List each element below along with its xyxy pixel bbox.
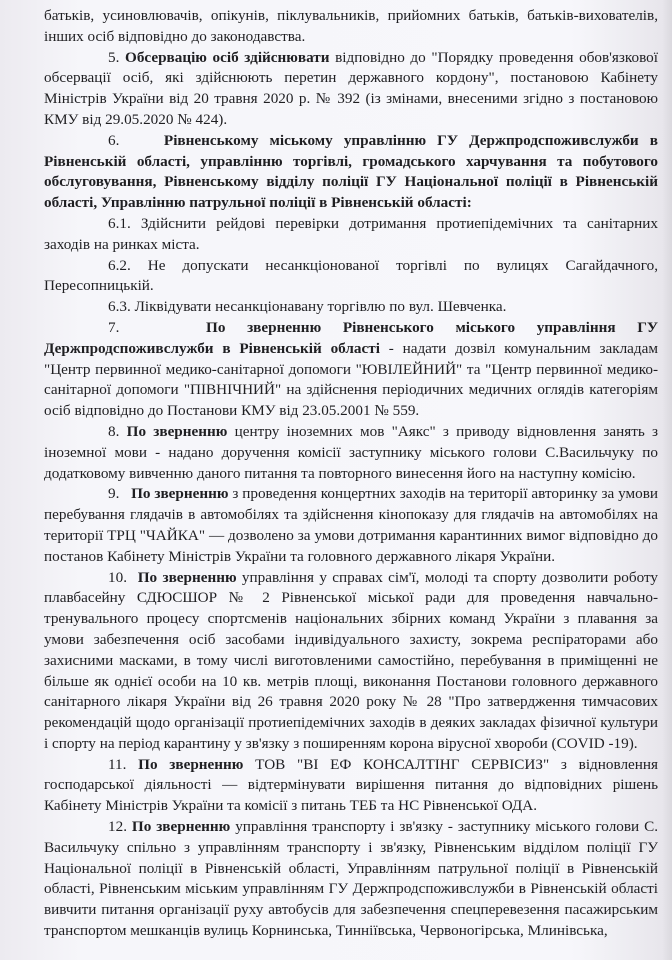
paragraph-text: батьків, усиновлювачів, опікунів, піклувальників, прийомних батьків, батьків-вихователів, інших осіб відповідно до законодавства.: [44, 7, 658, 45]
paragraph-bold-lead: По зверненню: [138, 755, 244, 773]
paragraph-continuation: [44, 6, 658, 48]
paragraph-number: 6.: [108, 131, 120, 149]
paragraph-number: 10.: [108, 568, 127, 586]
paragraph-bold-lead: По зверненню: [131, 818, 231, 836]
paragraph-text: відповідно до "Порядку проведення обов'язкової обсервації осіб, які здійснюють перетин державного кордону", постановою Кабінету Міністрів України від 20 травня 2020 р. № 392 (із змінами, внесеними згідно з постановою КМУ від 29.05.2020 № 424).: [44, 48, 658, 128]
paragraph-text: 6.3. Ліквідувати несанкціонавану торгівлю по вул. Шевченка.: [108, 298, 507, 316]
paragraph-text: 6.1. Здійснити рейдові перевірки дотримання протиепідемічних та санітарних заходів на ринках міста.: [44, 214, 658, 253]
paragraph-text: - надати дозвіл комунальним закладам "Центр первинної медико-санітарної допомоги "ЮВІЛЕЙНИЙ" та "Центр первинної медико-санітарної допомоги "ПІВНІЧНИЙ" на здійснення періодичних медичних оглядів категоріям осіб відповідно до Постанови КМУ від 23.05.2001 № 559.: [44, 339, 658, 420]
paragraph-number: 9.: [108, 485, 120, 503]
paragraph-text: 6.2. Не допускати несанкціонованої торгівлі по вулицях Сагайдачного, Пересопницькій.: [44, 256, 658, 295]
paragraph-bold-lead: По зверненню Рівненського міського управління ГУ Держпродспоживслужби в Рівненській області: [44, 318, 659, 357]
subparagraph-6-3: [44, 297, 658, 318]
paragraph-bold-lead: Рівненському міському управлінню ГУ Держпродспоживслужби в Рівненській області, управлінню торгівлі, громадського харчування та побутового обслуговування, Рівненському відділу поліції ГУ Національної поліції в Рівненській області, Управлінню патрульної поліції в Рівненській області:: [44, 131, 659, 212]
paragraph-10: [44, 568, 658, 755]
paragraph-6: [44, 131, 658, 214]
paragraph-text: з проведення концертних заходів на території авторинку за умови перебування глядачів в автомобілях та здійснення кінопоказу для глядачів на автомобілях на території ТРЦ "ЧАЙКА" — дозволено за умови дотримання карантинних вимог відповідно до постанов Кабінету Міністрів України та головного державного лікаря України.: [44, 485, 659, 565]
paragraph-7: [44, 318, 658, 422]
paragraph-bold-lead: Обсервацію осіб здійснювати: [125, 48, 330, 66]
paragraph-number: 12.: [108, 818, 127, 836]
paragraph-number: 11.: [108, 755, 127, 773]
paragraph-9: [44, 484, 658, 567]
paragraph-12: [44, 817, 658, 942]
paragraph-8: [44, 422, 658, 484]
paragraph-bold-lead: По зверненню: [137, 568, 237, 586]
paragraph-text: центру іноземних мов "Аякс" з приводу відновлення занять з іноземної мови - надано доручення комісії заступнику міського голови С.Васильчуку по додатковому вивченню даного питання та повторного винесення його на наступну комісію.: [44, 422, 659, 482]
subparagraph-6-2: [44, 256, 658, 298]
paragraph-bold-lead: По зверненню: [131, 485, 229, 503]
paragraph-number: 5.: [108, 48, 120, 66]
paragraph-number: 7.: [108, 318, 120, 336]
paragraph-bold-lead: По зверненню: [126, 422, 228, 440]
paragraph-number: 8.: [108, 422, 120, 440]
paragraph-text: управління у справах сім'ї, молоді та спорту дозволити роботу плавбасейну СДЮСШОР № 2 Рівненської міської ради для проведення навчально-тренувального процесу спортсменів національних збірних команд України з плавання за умови забезпечення осіб засобами індивідуального захисту, зокрема респіраторами або захисними масками, в тому числі виготовленими самостійно, перебування в приміщенні не більше як однієї особи на 10 кв. метрів площі, виконання Постанови головного державного санітарного лікаря України від 26 травня 2020 року № 28 "Про затвердження тимчасових рекомендацій щодо організації протиепідемічних заходів в деяких закладах фізичної культури і спорту на період карантину у зв'язку з поширенням корона вірусної хвороби (COVID -19).: [44, 568, 658, 752]
paragraph-5: [44, 48, 658, 131]
page-edge-shadow: [662, 0, 672, 960]
paragraph-text: управління транспорту і зв'язку - заступнику міського голови С. Васильчуку спільно з управлінням транспорту і зв'язку, Рівненським відділом поліції ГУ Національної поліції в Рівненській області, Управлінням патрульної поліції в Рівненській області, Рівненським міським управлінням ГУ Держпродспоживслужби в Рівненській області вивчити питання організації руху автобусів для забезпечення спецперевезення пасажирським транспортом мешканців вулиць Корнинська, Тинніївська, Червоногірська, Млинівська,: [44, 818, 659, 940]
paragraph-text: ТОВ "ВІ ЕФ КОНСАЛТІНГ СЕРВІСИЗ" з відновлення господарської діяльності — відтермінувати вирішення питання до відповідних рішень Кабінету Міністрів України та комісії з питань ТЕБ та НС Рівненської ОДА.: [44, 755, 659, 815]
subparagraph-6-1: [44, 214, 658, 256]
paragraph-11: [44, 755, 658, 817]
